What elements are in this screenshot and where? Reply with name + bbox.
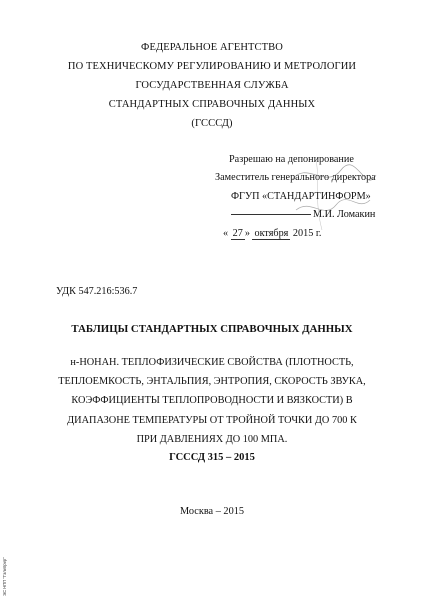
approval-organization: ФГУП «СТАНДАРТИНФОРМ» [231,190,371,202]
side-stamp-text: ЭС НПП "Гэлиприр" [2,557,7,596]
date-open-quote: « [223,227,229,239]
signer-name: М.И. Ломакин [313,209,376,221]
approval-line: Разрешаю на депонирование [229,154,354,165]
signature-scribble [286,150,382,242]
side-stamp [2,548,10,596]
description-line: ТЕПЛОЕМКОСТЬ, ЭНТАЛЬПИЯ, ЭНТРОПИЯ, СКОРОСТЬ ЗВУКА, [58,376,366,388]
agency-line: СТАНДАРТНЫХ СПРАВОЧНЫХ ДАННЫХ [108,99,316,110]
description-line: н-НОНАН. ТЕПЛОФИЗИЧЕСКИЕ СВОЙСТВА (ПЛОТНОСТЬ, [70,357,354,368]
description-line: КОЭФФИЦИЕНТЫ ТЕПЛОПРОВОДНОСТИ И ВЯЗКОСТИ) В [71,395,353,407]
agency-line: (ГСССД) [191,118,233,129]
document-title: ТАБЛИЦЫ СТАНДАРТНЫХ СПРАВОЧНЫХ ДАННЫХ [71,323,353,335]
date-month: октября [254,227,289,239]
agency-header [0,38,424,133]
description-line: ПРИ ДАВЛЕНИЯХ ДО 100 МПА. [136,433,288,445]
date-year: 2015 г. [292,227,322,239]
date-close-quote: » [244,227,250,239]
approval-position: Заместитель генерального директора [215,172,376,184]
date-day: 27 [232,227,243,239]
place-year: Москва – 2015 [179,506,245,517]
udk-code: УДК 547.216:536.7 [56,286,138,297]
agency-line: ФЕДЕРАЛЬНОЕ АГЕНТСТВО [141,42,283,53]
description-line: ДИАПАЗОНЕ ТЕМПЕРАТУРЫ ОТ ТРОЙНОЙ ТОЧКИ ДО 700 К [67,414,357,426]
agency-line: ГОСУДАРСТВЕННАЯ СЛУЖБА [135,80,289,91]
agency-line: ПО ТЕХНИЧЕСКОМУ РЕГУЛИРОВАНИЮ И МЕТРОЛОГИИ [67,61,357,72]
document-description [0,353,424,449]
document-code: ГСССД 315 – 2015 [169,452,255,463]
